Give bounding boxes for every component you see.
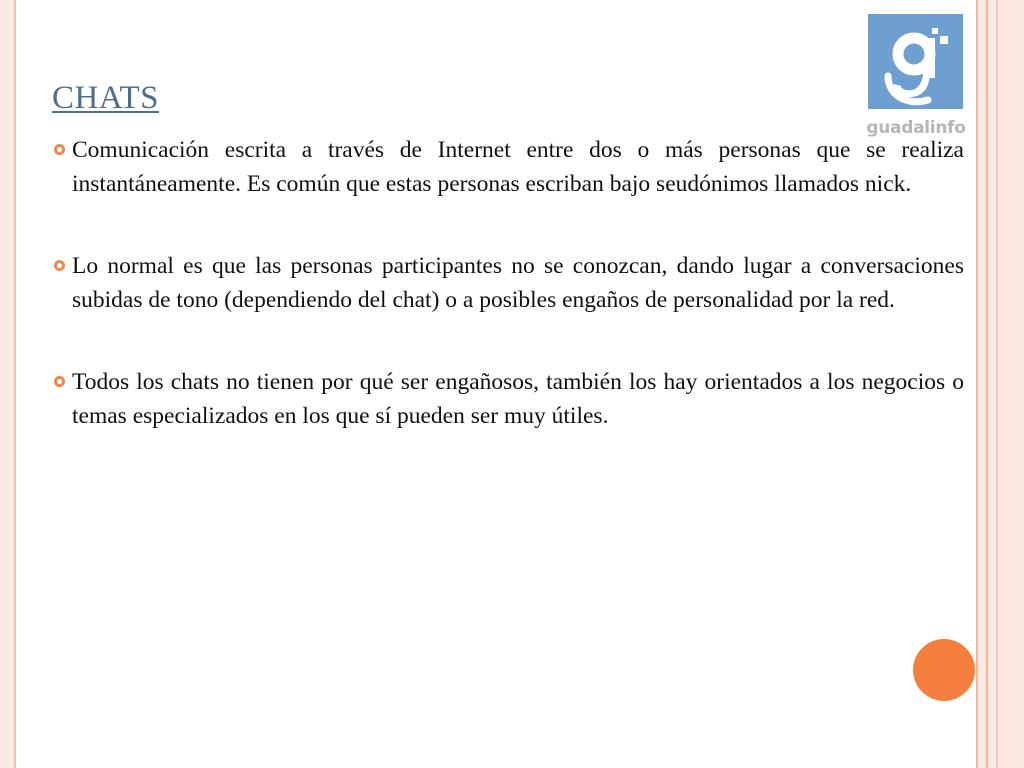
bullet-item — [52, 133, 964, 201]
bullet-list — [52, 133, 964, 481]
bullet-text: Lo normal es que las personas participantes no se conozcan, dando lugar a conversaciones subidas de tono (dependiendo del chat) o a posibles engaños de personalidad por la red. — [72, 253, 964, 313]
bullet-text: Comunicación escrita a través de Internet entre dos o más personas que se realiza instantáneamente. Es común que estas personas escriban bajo seudónimos llamados nick. — [72, 137, 964, 197]
ring-bullet-icon — [54, 144, 65, 155]
logo-text: guadalinfo — [866, 118, 966, 138]
bullet-text: Todos los chats no tienen por qué ser engañosos, también los hay orientados a los negocios o temas especializados en los que sí pueden ser muy útiles. — [72, 369, 964, 429]
left-frame-border — [0, 0, 16, 768]
logo-g-icon — [868, 14, 963, 109]
decorative-orange-circle — [913, 639, 975, 701]
bullet-item — [52, 365, 964, 433]
guadalinfo-logo — [866, 14, 966, 142]
right-frame-stripes — [976, 0, 1024, 768]
ring-bullet-icon — [54, 260, 65, 271]
slide-title: CHATS — [52, 80, 160, 116]
logo-g-glyph-icon — [868, 14, 963, 109]
bullet-item — [52, 249, 964, 317]
ring-bullet-icon — [54, 376, 65, 387]
